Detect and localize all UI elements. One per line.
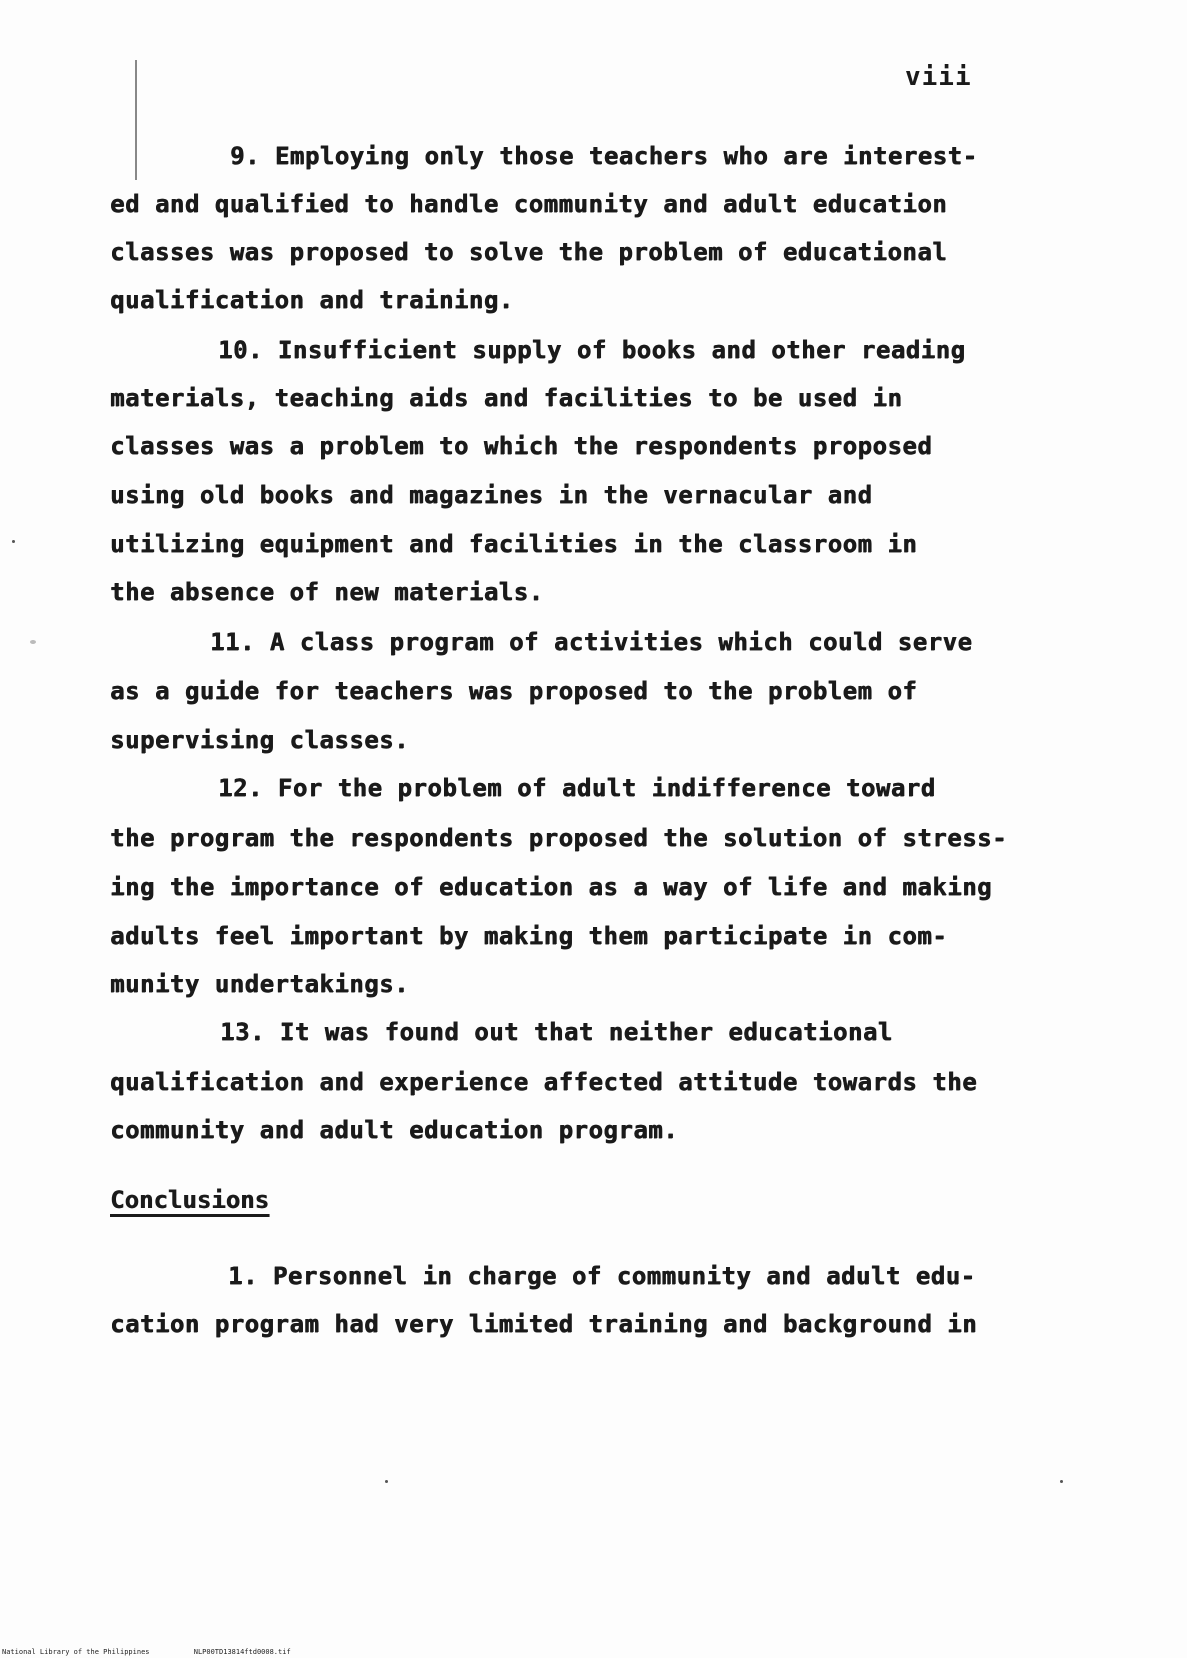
paragraph-13-line-1: 13. It was found out that neither educational <box>220 1018 893 1046</box>
paragraph-10-line-4: using old books and magazines in the vernacular and <box>110 481 873 509</box>
scan-speck <box>30 640 36 644</box>
paragraph-12-line-2: the program the respondents proposed the solution of stress- <box>110 824 1007 852</box>
paragraph-12-line-1: 12. For the problem of adult indifference toward <box>218 774 936 802</box>
footer-file: NLP00TD13814ftd0008.tif <box>193 1648 291 1656</box>
conclusion-1-line-2: cation program had very limited training and background in <box>110 1310 978 1338</box>
paragraph-10-line-5: utilizing equipment and facilities in the classroom in <box>110 530 918 558</box>
paragraph-10-line-3: classes was a problem to which the respondents proposed <box>110 432 933 460</box>
paragraph-9-line-3: classes was proposed to solve the problem of educational <box>110 238 948 266</box>
paragraph-11-line-2: as a guide for teachers was proposed to the problem of <box>110 677 918 705</box>
margin-mark <box>135 60 137 180</box>
paragraph-11-line-1: 11. A class program of activities which could serve <box>210 628 973 656</box>
scan-footer <box>2 1648 291 1656</box>
scan-speck <box>12 540 15 543</box>
paragraph-13-line-3: community and adult education program. <box>110 1116 679 1144</box>
conclusions-heading: Conclusions <box>110 1186 269 1214</box>
paragraph-13-line-2: qualification and experience affected attitude towards the <box>110 1068 978 1096</box>
paragraph-9-line-4: qualification and training. <box>110 286 514 314</box>
page-number: viii <box>905 62 972 92</box>
paragraph-10-line-2: materials, teaching aids and facilities to be used in <box>110 384 903 412</box>
conclusion-1-line-1: 1. Personnel in charge of community and adult edu- <box>228 1262 976 1290</box>
paragraph-12-line-3: ing the importance of education as a way of life and making <box>110 873 993 901</box>
scan-speck <box>1060 1480 1063 1483</box>
paragraph-9-line-1: 9. Employing only those teachers who are interest- <box>230 142 978 170</box>
paragraph-12-line-4: adults feel important by making them participate in com- <box>110 922 948 950</box>
paragraph-10-line-6: the absence of new materials. <box>110 578 544 606</box>
paragraph-10-line-1: 10. Insufficient supply of books and other reading <box>218 336 966 364</box>
scan-speck <box>385 1480 388 1483</box>
paragraph-11-line-3: supervising classes. <box>110 726 409 754</box>
footer-library: National Library of the Philippines <box>2 1648 150 1656</box>
paragraph-12-line-5: munity undertakings. <box>110 970 409 998</box>
paragraph-9-line-2: ed and qualified to handle community and adult education <box>110 190 948 218</box>
